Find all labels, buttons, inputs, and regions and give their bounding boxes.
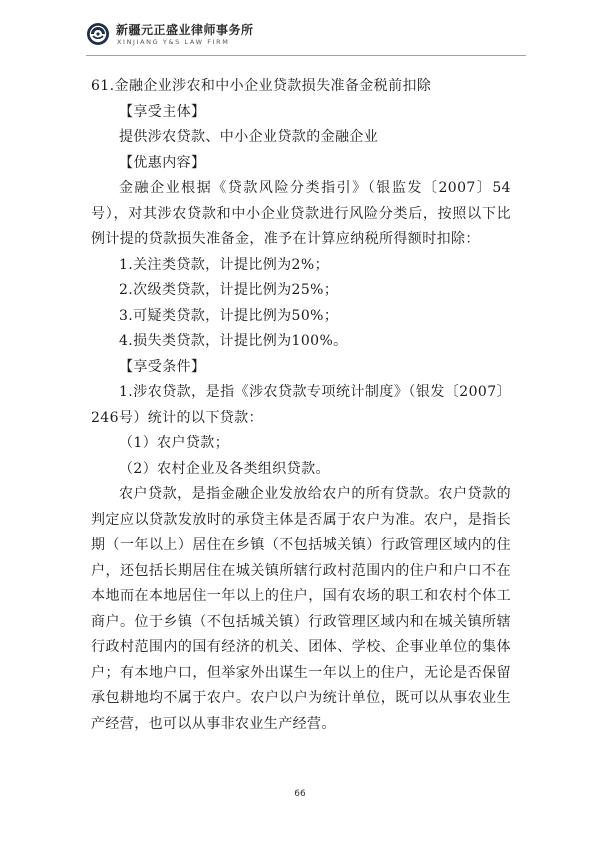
ratio-item: 4.损失类贷款，计提比例为100%。 [119, 333, 348, 349]
subject-heading: 【享受主体】 [119, 103, 206, 120]
page-header [86, 20, 526, 52]
subject-text: 提供涉农贷款、中小企业贷款的金融企业 [119, 129, 379, 145]
header-divider [86, 55, 526, 56]
loan-type-item: （2）农村企业及各类组织贷款。 [119, 460, 330, 477]
ratio-item: 1.关注类贷款，计提比例为2%； [119, 256, 329, 273]
content-heading: 【优惠内容】 [119, 154, 206, 171]
content-text: 金融企业根据《贷款风险分类指引》（银监发〔2007〕54号），对其涉农贷款和中小企业贷款进行风险分类后，按照以下比例计提的贷款损失准备金，准予在计算应纳税所得额时扣除： [91, 180, 511, 247]
document-body [91, 74, 511, 737]
firm-name-cn: 新疆元正盛业律师事务所 [116, 23, 254, 37]
conditions-heading: 【享受条件】 [119, 358, 206, 375]
loan-type-item: （1）农户贷款； [119, 435, 230, 451]
conditions-intro: 1.涉农贷款，是指《涉农贷款专项统计制度》（银发〔2007〕246号）统计的以下贷款： [91, 384, 511, 426]
farmer-loan-text: 农户贷款，是指金融企业发放给农户的所有贷款。农户贷款的判定应以贷款发放时的承贷主体是否属于农户为准。农户，是指长期（一年以上）居住在乡镇（不包括城关镇）行政管理区域内的住户，还包括长期居住在城关镇所辖行政村范围内的住户和户口不在本地而在本地居住一年以上的住户，国有农场的职工和农村个体工商户。位于乡镇（不包括城关镇）行政管理区域内和在城关镇所辖行政村范围内的国有经济的机关、团体、学校、企事业单位的集体户；有本地户口，但举家外出谋生一年以上的住户，无论是否保留承包耕地均不属于农户。农户以户为统计单位，既可以从事农业生产经营，也可以从事非农业生产经营。 [91, 486, 511, 732]
firm-name-en: XINJIANG Y&S LAW FIRM [117, 38, 230, 46]
firm-logo-icon [86, 22, 110, 46]
ratio-item: 2.次级类贷款，计提比例为25%； [119, 282, 339, 298]
section-title: 61.金融企业涉农和中小企业贷款损失准备金税前扣除 [91, 78, 432, 94]
ratio-item: 3.可疑类贷款，计提比例为50%； [119, 307, 339, 324]
page-number: 66 [294, 789, 306, 799]
